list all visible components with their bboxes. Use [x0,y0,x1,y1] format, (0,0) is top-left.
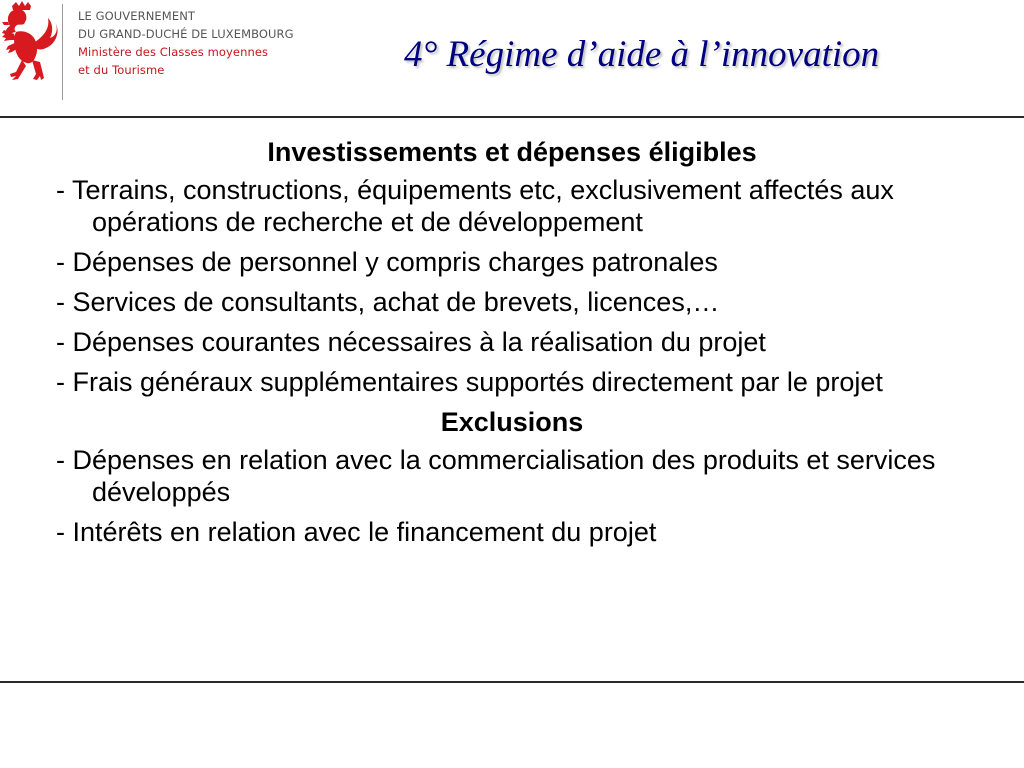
ministry-line-1: Ministère des Classes moyennes [78,45,269,59]
list-item: - Intérêts en relation avec le financement du projet [56,517,657,547]
ministry-wordmark [78,7,294,79]
eligible-heading: Investissements et dépenses éligibles [267,137,757,167]
luxembourg-lion-icon [0,0,60,100]
org-line-2: DU GRAND-DUCHÉ DE LUXEMBOURG [78,27,294,41]
slide-title: 4° Régime d’aide à l’innovation [404,34,880,75]
slide-body [56,134,968,556]
list-item: - Dépenses courantes nécessaires à la réalisation du projet [56,327,766,357]
ministry-line-2: et du Tourisme [78,63,165,77]
list-item: - Frais généraux supplémentaires supportés directement par le projet [56,367,883,397]
exclusions-heading: Exclusions [440,407,584,437]
list-item: - Services de consultants, achat de brevets, licences,… [56,287,720,317]
org-line-1: LE GOUVERNEMENT [78,9,196,23]
list-item: - Dépenses de personnel y compris charges patronales [56,247,718,277]
logo-divider [62,4,63,100]
list-item: - Dépenses en relation avec la commercialisation des produits et services développés [56,445,936,507]
top-divider [0,116,1024,118]
bottom-divider [0,681,1024,683]
list-item: - Terrains, constructions, équipements etc, exclusivement affectés aux opérations de recherche et de développement [56,175,894,237]
